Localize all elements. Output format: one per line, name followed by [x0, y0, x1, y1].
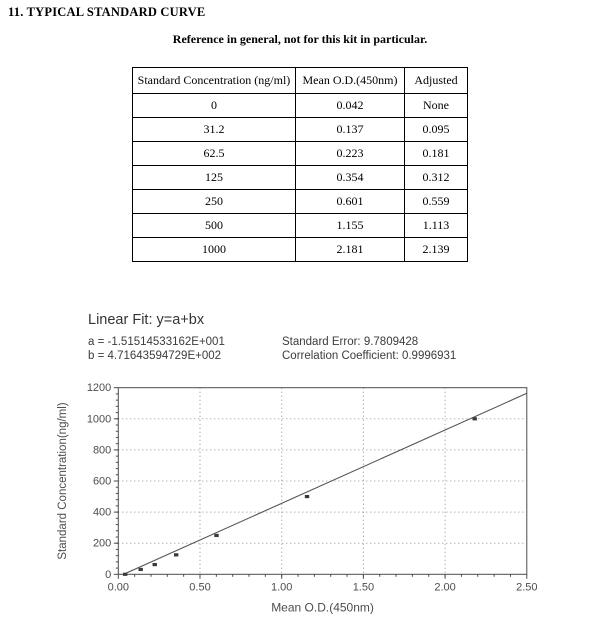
data-point	[153, 563, 157, 566]
table-cell: 0.312	[405, 166, 468, 190]
table-cell: 0.181	[405, 142, 468, 166]
svg-text:200: 200	[92, 537, 112, 550]
table-cell: 125	[133, 166, 296, 190]
svg-text:1.50: 1.50	[352, 581, 375, 594]
table-row	[133, 142, 468, 166]
svg-text:400: 400	[92, 506, 112, 519]
table-header-cell: Adjusted	[405, 68, 468, 94]
svg-text:1.00: 1.00	[270, 581, 293, 594]
table-cell: 0.042	[296, 94, 405, 118]
table-cell: None	[405, 94, 468, 118]
table-row	[133, 190, 468, 214]
svg-text:0: 0	[105, 568, 112, 581]
svg-text:2.50: 2.50	[516, 581, 538, 594]
svg-text:0.50: 0.50	[189, 581, 211, 594]
table-cell: 0	[133, 94, 296, 118]
data-point	[305, 495, 309, 498]
svg-text:1000: 1000	[86, 413, 112, 426]
table-cell: 1.155	[296, 214, 405, 238]
fit-coefficient-b: b = 4.71643594729E+002	[88, 350, 222, 362]
section-title: 11. TYPICAL STANDARD CURVE	[8, 5, 206, 19]
svg-text:600: 600	[92, 475, 112, 488]
linear-fit-block	[88, 312, 456, 363]
svg-text:0.00: 0.00	[107, 581, 130, 594]
x-axis-tick-labels	[108, 581, 538, 593]
table-row	[133, 214, 468, 238]
table-cell: 31.2	[133, 118, 296, 142]
table-cell: 2.181	[296, 238, 405, 262]
axis-ticks	[114, 388, 527, 579]
data-point	[174, 553, 178, 556]
standard-curve-chart	[0, 380, 600, 642]
y-axis-tick-labels	[87, 382, 111, 581]
standard-curve-table	[132, 67, 468, 262]
data-point	[214, 534, 218, 537]
svg-text:2.00: 2.00	[434, 581, 456, 594]
table-cell: 250	[133, 190, 296, 214]
table-cell: 0.354	[296, 166, 405, 190]
fit-row-b	[88, 349, 456, 363]
table-cell: 2.139	[405, 238, 468, 262]
linear-fit-heading: Linear Fit: y=a+bx	[88, 312, 205, 328]
fit-standard-error: Standard Error: 9.7809428	[282, 336, 419, 348]
svg-text:1200: 1200	[86, 382, 112, 395]
table-row	[133, 94, 468, 118]
table-cell: 500	[133, 214, 296, 238]
table-row	[133, 118, 468, 142]
reference-note: Reference in general, not for this kit in particular.	[172, 32, 428, 46]
data-point	[123, 573, 127, 576]
table-cell: 1.113	[405, 214, 468, 238]
table-header-cell: Mean O.D.(450nm)	[296, 68, 405, 94]
table-cell: 0.559	[405, 190, 468, 214]
fit-line	[124, 393, 527, 574]
table-row	[133, 238, 468, 262]
table-header-row	[133, 68, 468, 94]
table-cell: 62.5	[133, 142, 296, 166]
fit-coefficient-a: a = -1.51514533162E+001	[88, 336, 225, 348]
table-cell: 0.137	[296, 118, 405, 142]
table-cell: 1000	[133, 238, 296, 262]
svg-text:800: 800	[92, 444, 112, 457]
gridlines	[118, 388, 527, 575]
y-axis-label: Standard Concentration(ng/ml)	[57, 402, 69, 560]
x-axis-label: Mean O.D.(450nm)	[271, 600, 374, 615]
table-cell: 0.223	[296, 142, 405, 166]
data-point	[138, 568, 142, 571]
data-points	[123, 417, 477, 576]
fit-row-a	[88, 335, 456, 349]
table-cell: 0.601	[296, 190, 405, 214]
fit-correlation-coefficient: Correlation Coefficient: 0.9996931	[282, 350, 457, 362]
table-cell: 0.095	[405, 118, 468, 142]
table-header-cell: Standard Concentration (ng/ml)	[133, 68, 296, 94]
table-row	[133, 166, 468, 190]
data-point	[472, 417, 476, 420]
